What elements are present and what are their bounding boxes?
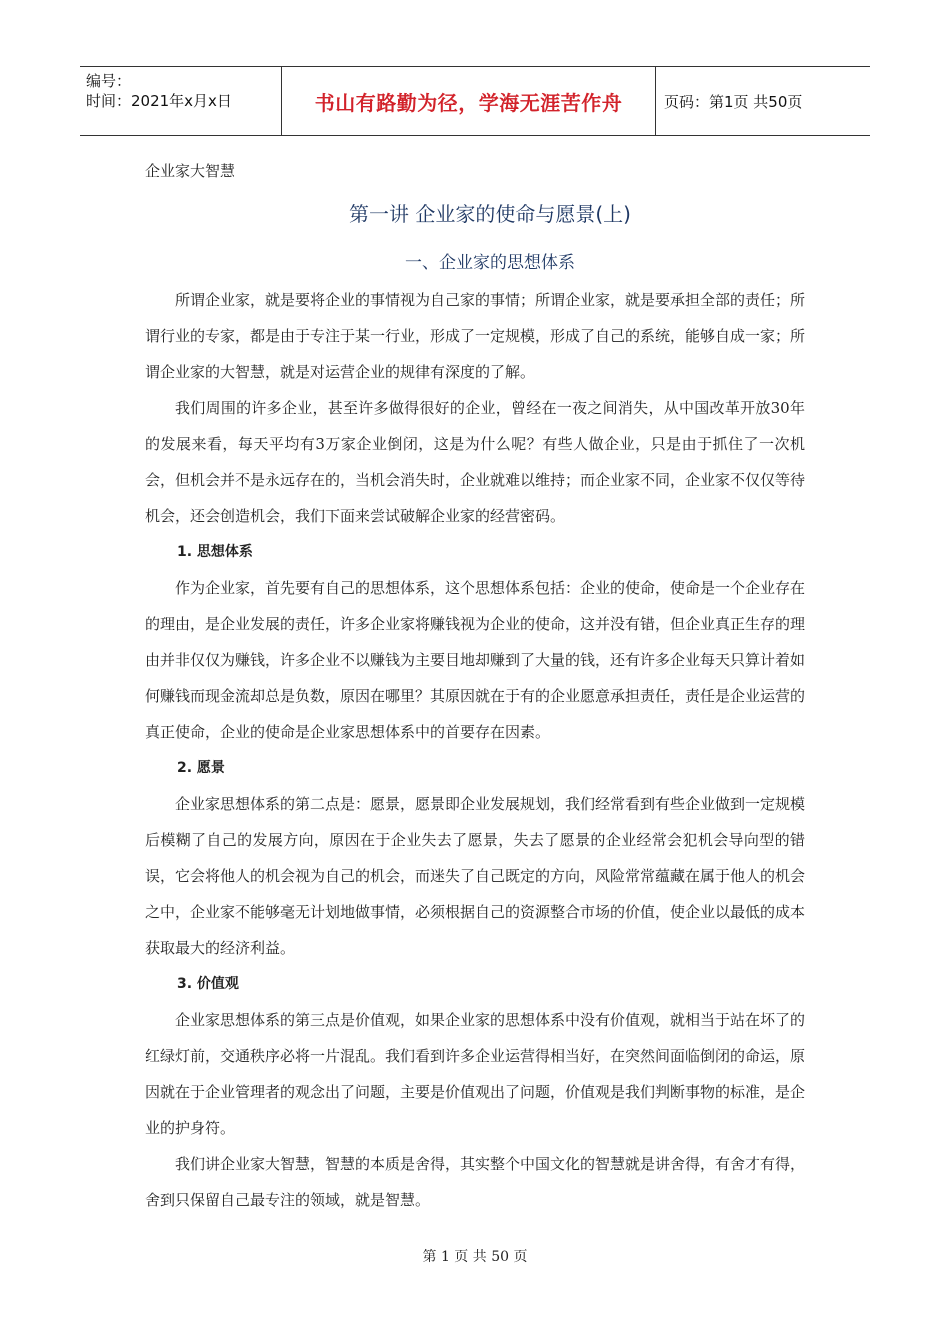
header-table xyxy=(80,66,870,136)
subheading-values: 3. 价值观 xyxy=(177,976,239,992)
paragraph: 企业家思想体系的第三点是价值观，如果企业家的思想体系中没有价值观，就相当于站在坏了的红绿灯前，交通秩序必将一片混乱。我们看到许多企业运营得相当好，在突然间面临倒闭的命运，原因就在于企业管理者的观念出了问题，主要是价值观出了问题，价值观是我们判断事物的标准，是企业的护身符。 xyxy=(145,1011,806,1137)
page-footer: 第 1 页 共 50 页 xyxy=(422,1249,528,1265)
header-left-cell xyxy=(80,67,282,135)
paragraph: 所谓企业家，就是要将企业的事情视为自己家的事情；所谓企业家，就是要承担全部的责任；所谓行业的专家，都是由于专注于某一行业，形成了一定规模，形成了自己的系统，能够自成一家；所谓企业家的大智慧，就是对运营企业的规律有深度的了解。 xyxy=(145,291,806,381)
paragraph: 作为企业家，首先要有自己的思想体系，这个思想体系包括：企业的使命，使命是一个企业存在的理由，是企业发展的责任，许多企业家将赚钱视为企业的使命，这并没有错，但企业真正生存的理由并非仅仅为赚钱，许多企业不以赚钱为主要目地却赚到了大量的钱，还有许多企业每天只算计着如何赚钱而现金流却总是负数，原因在哪里？其原因就在于有的企业愿意承担责任，责任是企业运营的真正使命，企业的使命是企业家思想体系中的首要存在因素。 xyxy=(145,579,806,741)
page-info: 页码：第1页 共50页 xyxy=(664,92,803,111)
subheading-vision: 2. 愿景 xyxy=(177,760,225,776)
number-label: 编号： xyxy=(86,72,132,90)
document-small-title: 企业家大智慧 xyxy=(145,162,236,180)
paragraph: 我们周围的许多企业，甚至许多做得很好的企业，曾经在一夜之间消失，从中国改革开放30年的发展来看，每天平均有3万家企业倒闭，这是为什么呢？有些人做企业，只是由于抓住了一次机会，但机会并不是永远存在的，当机会消失时，企业就难以维持；而企业家不同，企业家不仅仅等待机会，还会创造机会，我们下面来尝试破解企业家的经营密码。 xyxy=(145,399,806,525)
section-title: 一、企业家的思想体系 xyxy=(405,253,575,273)
subheading-thought-system: 1. 思想体系 xyxy=(177,544,253,560)
motto: 书山有路勤为径，学海无涯苦作舟 xyxy=(282,67,656,135)
date-label: 时间：2021年x月x日 xyxy=(86,92,232,110)
paragraph: 企业家思想体系的第二点是：愿景，愿景即企业发展规划，我们经常看到有些企业做到一定规模后模糊了自己的发展方向，原因在于企业失去了愿景，失去了愿景的企业经常会犯机会导向型的错误，它会将他人的机会视为自己的机会，而迷失了自己既定的方向，风险常常蕴藏在属于他人的机会之中，企业家不能够毫无计划地做事情，必须根据自己的资源整合市场的价值，使企业以最低的成本获取最大的经济利益。 xyxy=(145,795,806,957)
page-title: 第一讲 企业家的使命与愿景(上) xyxy=(349,202,631,226)
paragraph: 我们讲企业家大智慧，智慧的本质是舍得，其实整个中国文化的智慧就是讲舍得，有舍才有得，舍到只保留自己最专注的领域，就是智慧。 xyxy=(145,1155,806,1209)
document-body xyxy=(145,282,805,1218)
